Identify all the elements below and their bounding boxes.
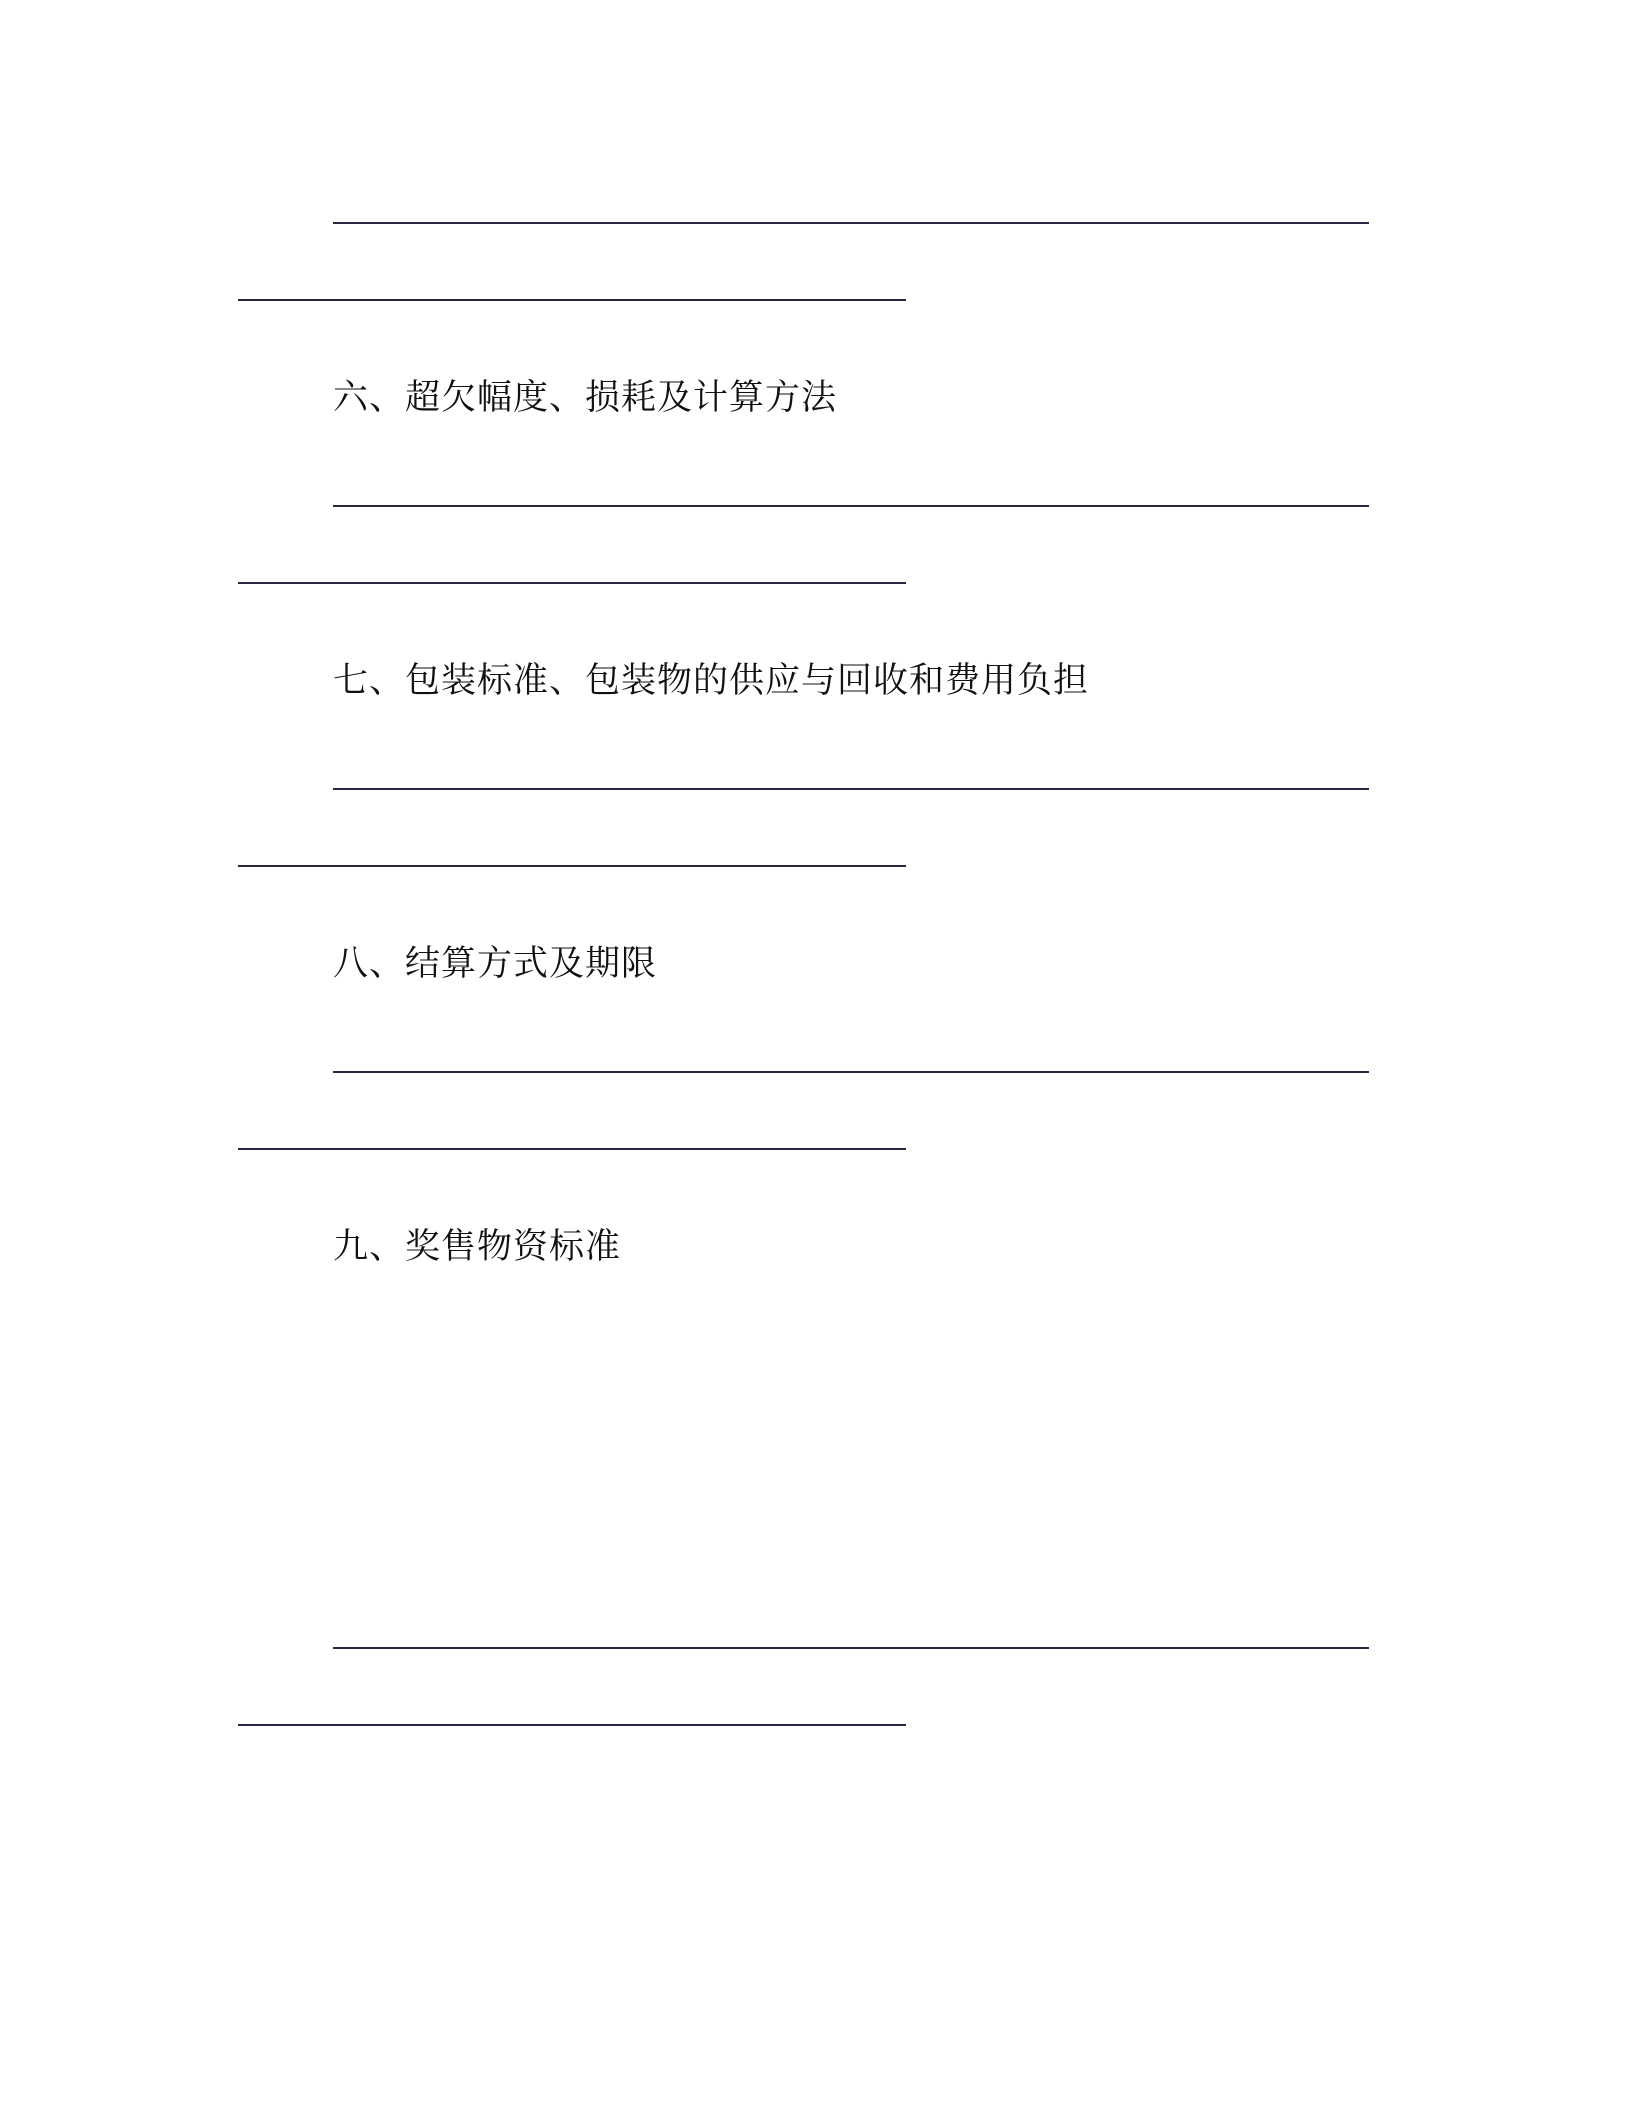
blank-line xyxy=(238,582,906,584)
blank-line xyxy=(333,505,1369,507)
blank-line xyxy=(238,299,906,301)
blank-line xyxy=(333,1647,1369,1649)
section-heading-8: 八、结算方式及期限 xyxy=(333,944,658,984)
blank-line xyxy=(238,1724,906,1726)
section-heading-7: 七、包装标准、包装物的供应与回收和费用负担 xyxy=(333,661,1090,701)
blank-line xyxy=(333,1071,1369,1073)
blank-line xyxy=(333,788,1369,790)
blank-line xyxy=(238,1148,906,1150)
section-heading-6: 六、超欠幅度、损耗及计算方法 xyxy=(333,378,838,418)
blank-line xyxy=(238,865,906,867)
blank-line xyxy=(333,222,1369,224)
section-heading-9: 九、奖售物资标准 xyxy=(333,1227,622,1267)
